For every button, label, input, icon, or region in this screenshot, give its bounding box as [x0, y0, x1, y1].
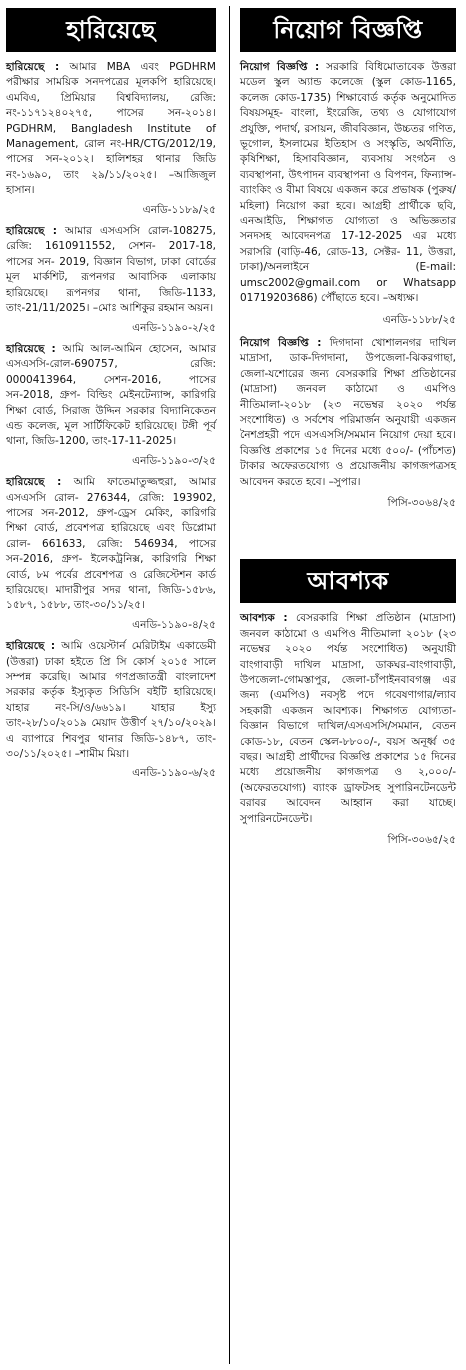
- ad-keyword: নিয়োগ বিজ্ঞপ্তি :: [240, 336, 322, 349]
- ad-code: এনডি-১১৯০-৪/২৫: [132, 618, 216, 631]
- ad-code: পিসি-৩০৬৪/২৫: [387, 496, 456, 509]
- section-header-wanted: আবশ্যক: [240, 559, 456, 603]
- classified-ad: [6, 224, 216, 316]
- ad-text: আমি ওয়েস্টার্ন মেরিটাইম একাডেমী (উত্তরা) ঢাকা হইতে প্রি সি কোর্স ২০১৫ সালে সম্পন্ন করেছি। আমার গণপ্রজাতন্ত্রী বাংলাদেশ সরকার কর্তৃক ইস্যুকৃত সিডিসি বইটি হারিয়েছে। যাহার নং-সি/ও/৬৬১৯। যাহার ইস্যু তাং-২৮/১০/২০১৯ মেয়াদ উত্তীর্ণ ২৭/১০/২০২৯। এ ব্যাপারে শিবপুর থানার জিডি-১৪৮৭, তাং- ৩০/১১/২০২৫। –শামীম মিয়া।: [6, 640, 216, 761]
- ad-text: আমি ফাতেমাতুজ্জহুরা, আমার এসএসসি রোল- 276344, রেজি: 193902, পাসের সন-2012, গ্রুপ-ড্রেস মেকিং, কারিগরি শিক্ষা বোর্ড, প্রবেশপত্র হারিয়েছে এবং ডিপ্লোমা রোল- 661633, রেজি: 546934, পাসের সন-2016, গ্রুপ- ইলেকট্রনিক্স, কারিগরি শিক্ষা বোর্ড, ৮ম পর্বের প্রবেশপত্র ও রেজিস্টেশন কার্ড হারিয়েছে। মাদারীপুর সদর থানা, জিডি-১৫৮৬, ১৫৮৭, ১৫৮৮, তাং-৩০/১১/২৫।: [6, 476, 216, 612]
- classified-ad: [240, 611, 456, 827]
- ad-keyword: হারিয়েছে :: [6, 640, 56, 653]
- classified-ad: [6, 60, 216, 199]
- section-header-recruitment: নিয়োগ বিজ্ঞপ্তি: [240, 8, 456, 52]
- ad-code: এনডি-১১৯০-৩/২৫: [132, 454, 216, 467]
- classified-ad: [6, 639, 216, 762]
- ad-keyword: হারিয়েছে :: [6, 342, 56, 355]
- ad-text: বেসরকারি শিক্ষা প্রতিষ্ঠান (মাদ্রাসা) জনবল কাঠামো ও এমপিও নীতিমালা ২০১৮ (২৩ নভেম্বর ২০২০ পর্যন্ত সংশোধিত) অনুযায়ী বাংগাবাড়ী দাখিল মাদ্রাসা, ডাকঘর-বাংগাবাড়ী, উপজেলা-গোমস্তাপুর, জেলা-চাঁপাইনবাবগঞ্জ এর জন্য (এমপিও) নবসৃষ্ট পদে গবেষণাগার/ল্যাব সহকারী একজন আবশ্যক। শিক্ষাগত যোগ্যতা-বিজ্ঞান বিভাগে দাখিল/এসএসসি/সমমান, বেতন কোড-১৮, বেতন স্কেল-৮৮০০/-, বয়স অনূর্ধ্ব ৩৫ বছর। আগ্রহী প্রার্থীদের বিজ্ঞপ্তি প্রকাশের ১৫ দিনের মধ্যে প্রয়োজনীয় কাগজপত্র ও ২,০০০/- (অফেরতযোগ্য) ব্যাংক ড্রাফটসহ সুপারিনটেনডেন্ট বরাবর আবেদন আহ্বান করা যাচ্ছে। সুপারিনটেনডেন্ট।: [240, 612, 456, 825]
- ad-code: এনডি-১১৮৯/২৫: [142, 203, 216, 216]
- ad-code: এনডি-১১৯০-২/২৫: [132, 321, 216, 334]
- ad-keyword: হারিয়েছে :: [6, 225, 57, 238]
- classified-ad: [240, 60, 456, 307]
- ad-text: আমার MBA এবং PGDHRM পরীক্ষার সাময়িক সনদপত্রের মূলকপি হারিয়েছে। এমবিএ, প্রিমিয়ার বিশ্ববিদ্যালয়, রেজি: নং-১১৭১২৪০২৭৫, পাসের সন-২০১৪। PGDHRM, Bangladesh Institute of Management, রোল নং-HR/CTG/2012/19, পাসের সন-২০১২। হালিশহর থানার জিডি নং-১৬৯০, তাং ২৯/১১/২০২৫। –আজিজুল হাসান।: [6, 61, 216, 197]
- ad-keyword: আবশ্যক :: [240, 612, 288, 625]
- classified-ad: [6, 342, 216, 450]
- ad-keyword: নিয়োগ বিজ্ঞপ্তি :: [240, 61, 320, 73]
- section-gap: [240, 519, 456, 559]
- ad-code: এনডি-১১৮৮/২৫: [382, 313, 456, 326]
- classified-ad: [6, 475, 216, 614]
- section-header-lost: হারিয়েছে: [6, 8, 216, 52]
- ad-code: পিসি-৩০৬৫/২৫: [387, 834, 456, 847]
- right-column: [240, 8, 456, 856]
- column-divider: [229, 6, 230, 1364]
- ad-text: দিগদানা খোশালনগর দাখিল মাদ্রাসা, ডাক-দিগদানা, উপজেলা-ঝিকরগাছা, জেলা-যশোরের জন্য বেসরকারি শিক্ষা প্রতিষ্ঠানের (মাদ্রাসা) জনবল কাঠামো ও এমপিও নীতিমালা-২০১৮ (২৩ নভেম্বর ২০২০ পর্যন্ত সংশোধিত) ও সর্বশেষ পরিমার্জন অনুযায়ী একজন নৈশপ্রহরী পদে এসএসসি/সমমান নিয়োগ দেয়া হবে। বিজ্ঞপ্তি প্রকাশের ১৫ দিনের মধ্যে ৫০০/- (পাঁচশত) টাকার অফেরতযোগ্য ও প্রয়োজনীয় কাগজপত্রসহ আবেদন করতে হবে। –সুপার।: [240, 336, 456, 488]
- left-column: [6, 8, 216, 788]
- ad-text: আমি আল-আমিন হোসেন, আমার এসএসসি-রোল-690757, রেজি: 0000413964, সেশন-2016, পাসের সন-2018, গ্রুপ- বিল্ডিং মেইনটেন্যান্স, কারিগরি শিক্ষা বোর্ড, সিরাজ উদ্দিন সরকার বিদ্যানিকেতন এন্ড কলেজ, মূল সার্টিফিকেট হারিয়েছে। টঙ্গী পূর্ব থানা, জিডি-1200, তাং-17-11-2025।: [6, 342, 216, 448]
- ad-text: সরকারি বিধিমোতাবেক উত্তরা মডেল স্কুল অ্যান্ড কলেজে (স্কুল কোড-1165, কলেজ কোড-1735) শিক্ষাবোর্ড কর্তৃক অনুমোদিত বিষয়সমূহ- বাংলা, ইংরেজি, তথ্য ও যোগাযোগ প্রযুক্তি, পদার্থ, রসায়ন, জীববিজ্ঞান, উচ্চতর গণিত, ভূগোল, ইসলামের ইতিহাস ও সংস্কৃতি, অর্থনীতি, কৃষিশিক্ষা, হিসাববিজ্ঞান, ব্যবসায় সংগঠন ও ব্যবস্থাপনা, উৎপাদন ব্যবস্থাপনা ও বিপণন, ফিন্যান্স-ব্যাংকিং ও বীমা বিষয়ে একজন করে প্রভাষক (পুরুষ/মহিলা) নিয়োগ করা হবে। আগ্রহী প্রার্থীকে ছবি, এনআইডি, শিক্ষাগত যোগ্যতা ও অভিজ্ঞতার সনদসহ আবেদনপত্র 17-12-2025 এর মধ্যে সরাসরি (বাড়ি-46, রোড-13, সেক্টর- 11, উত্তরা, ঢাকা)/অনলাইনে (E-mail: umsc2002@gmail.com or Whatsapp 01719203686) পৌঁছাতে হবে। –অধ্যক্ষ।: [240, 61, 456, 305]
- ad-code: এনডি-১১৯০-৬/২৫: [132, 767, 216, 780]
- ad-keyword: হারিয়েছে :: [6, 61, 60, 73]
- classified-ad: [240, 336, 456, 490]
- ad-text: আমার এসএসসি রোল-108275, রেজি: 1610911552, সেশন- 2017-18, পাসের সন- 2019, বিজ্ঞান বিভাগ, ঢাকা বোর্ডের মূল মার্কশিট, রূপনগর আবাসিক এলাকায় হারিয়েছে। রূপনগর থানা, জিডি-1133, তাং-21/11/2025। –মোঃ আশিকুর রহমান অয়ন।: [6, 225, 216, 315]
- ad-keyword: হারিয়েছে :: [6, 476, 62, 489]
